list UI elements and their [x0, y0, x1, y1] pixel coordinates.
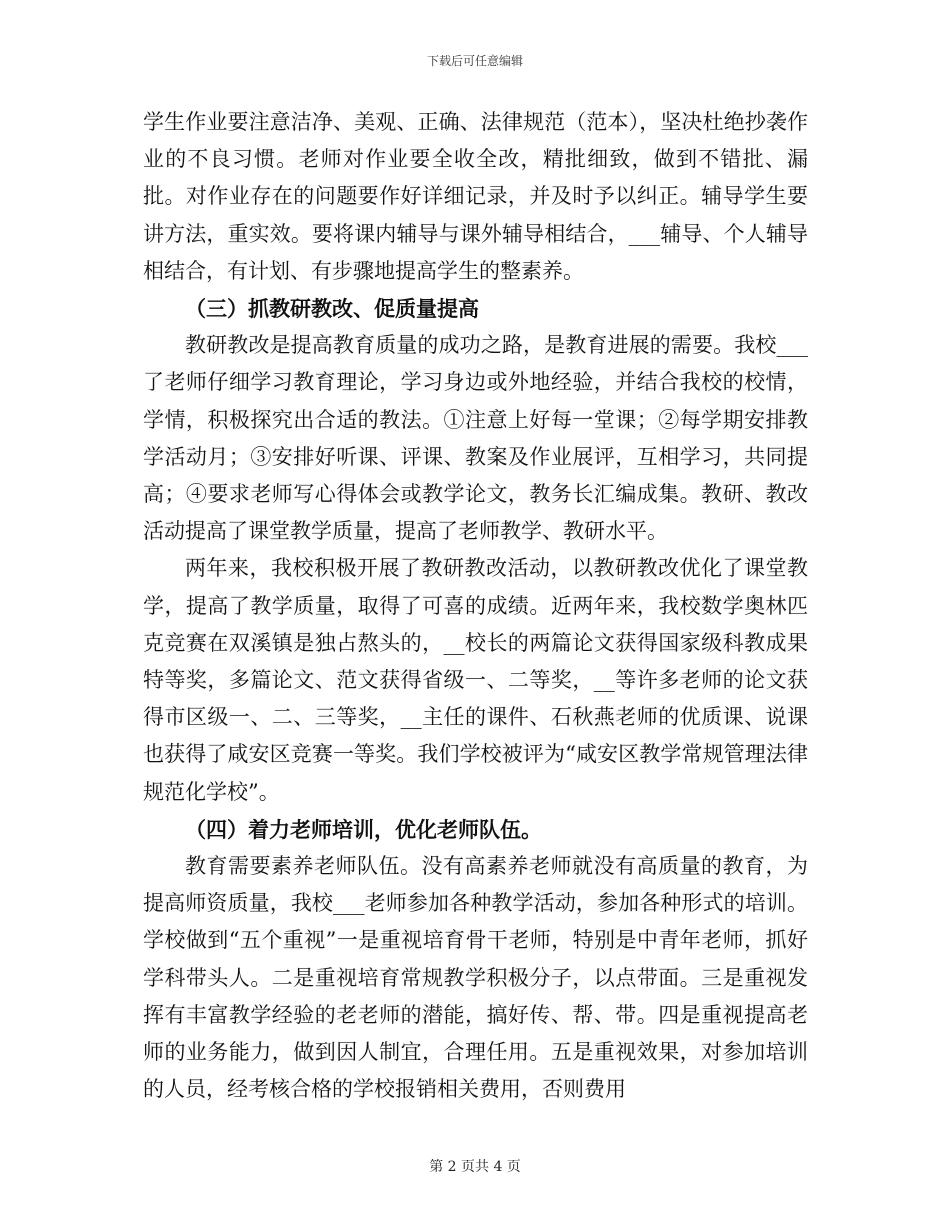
paragraph-achievements: 两年来，我校积极开展了教研教改活动，以教研教改优化了课堂教学，提高了教学质量，取得了可喜的成绩。近两年来，我校数学奥林匹克竞赛在双溪镇是独占熬头的，__校长的两篇论文获得国家级科教成果特等奖，多篇论文、范文获得省级一、二等奖，__等许多老师的论文获得市区级一、二、三等奖，__主任的课件、石秋燕老师的优质课、说课也获得了咸安区竞赛一等奖。我们学校被评为“咸安区教学常规管理法律规范化学校”。	[143, 556, 808, 804]
page-header: 下载后可任意编辑	[426, 54, 523, 68]
section-heading-3: （三）抓教研教改、促质量提高	[185, 296, 479, 322]
paragraph-homework: 学生作业要注意洁净、美观、正确、法律规范（范本），坚决杜绝抄袭作业的不良习惯。老师对作业要全收全改，精批细致，做到不错批、漏批。对作业存在的问题要作好详细记录，并及时予以纠正。辅导学生要讲方法，重实效。要将课内辅导与课外辅导相结合，___辅导、个人辅导相结合，有计划、有步骤地提高学生的整素养。	[143, 110, 808, 283]
document-body	[143, 104, 808, 1108]
paragraph-teacher-training: 教育需要素养老师队伍。没有高素养老师就没有高质量的教育，为提高师资质量，我校___老师参加各种教学活动，参加各种形式的培训。学校做到“五个重视”一是重视培育骨干老师，特别是中青年老师，抓好学科带头人。二是重视培育常规教学积极分子，以点带面。三是重视发挥有丰富教学经验的老老师的潜能，搞好传、帮、带。四是重视提高老师的业务能力，做到因人制宜，合理任用。五是重视效果，对参加培训的人员，经考核合格的学校报销相关费用，否则费用	[143, 854, 808, 1102]
page-number: 第 2 页共 4 页	[429, 1159, 521, 1175]
section-heading-4: （四）着力老师培训，优化老师队伍。	[185, 816, 542, 842]
paragraph-research-reform: 教研教改是提高教育质量的成功之路，是教育进展的需要。我校___了老师仔细学习教育理论，学习身边或外地经验，并结合我校的校情，学情，积极探究出合适的教法。①注意上好每一堂课；②每学期安排教学活动月；③安排好听课、评课、教案及作业展评，互相学习，共同提高；④要求老师写心得体会或教学论文，教务长汇编成集。教研、教改活动提高了课堂教学质量，提高了老师教学、教研水平。	[143, 333, 808, 544]
